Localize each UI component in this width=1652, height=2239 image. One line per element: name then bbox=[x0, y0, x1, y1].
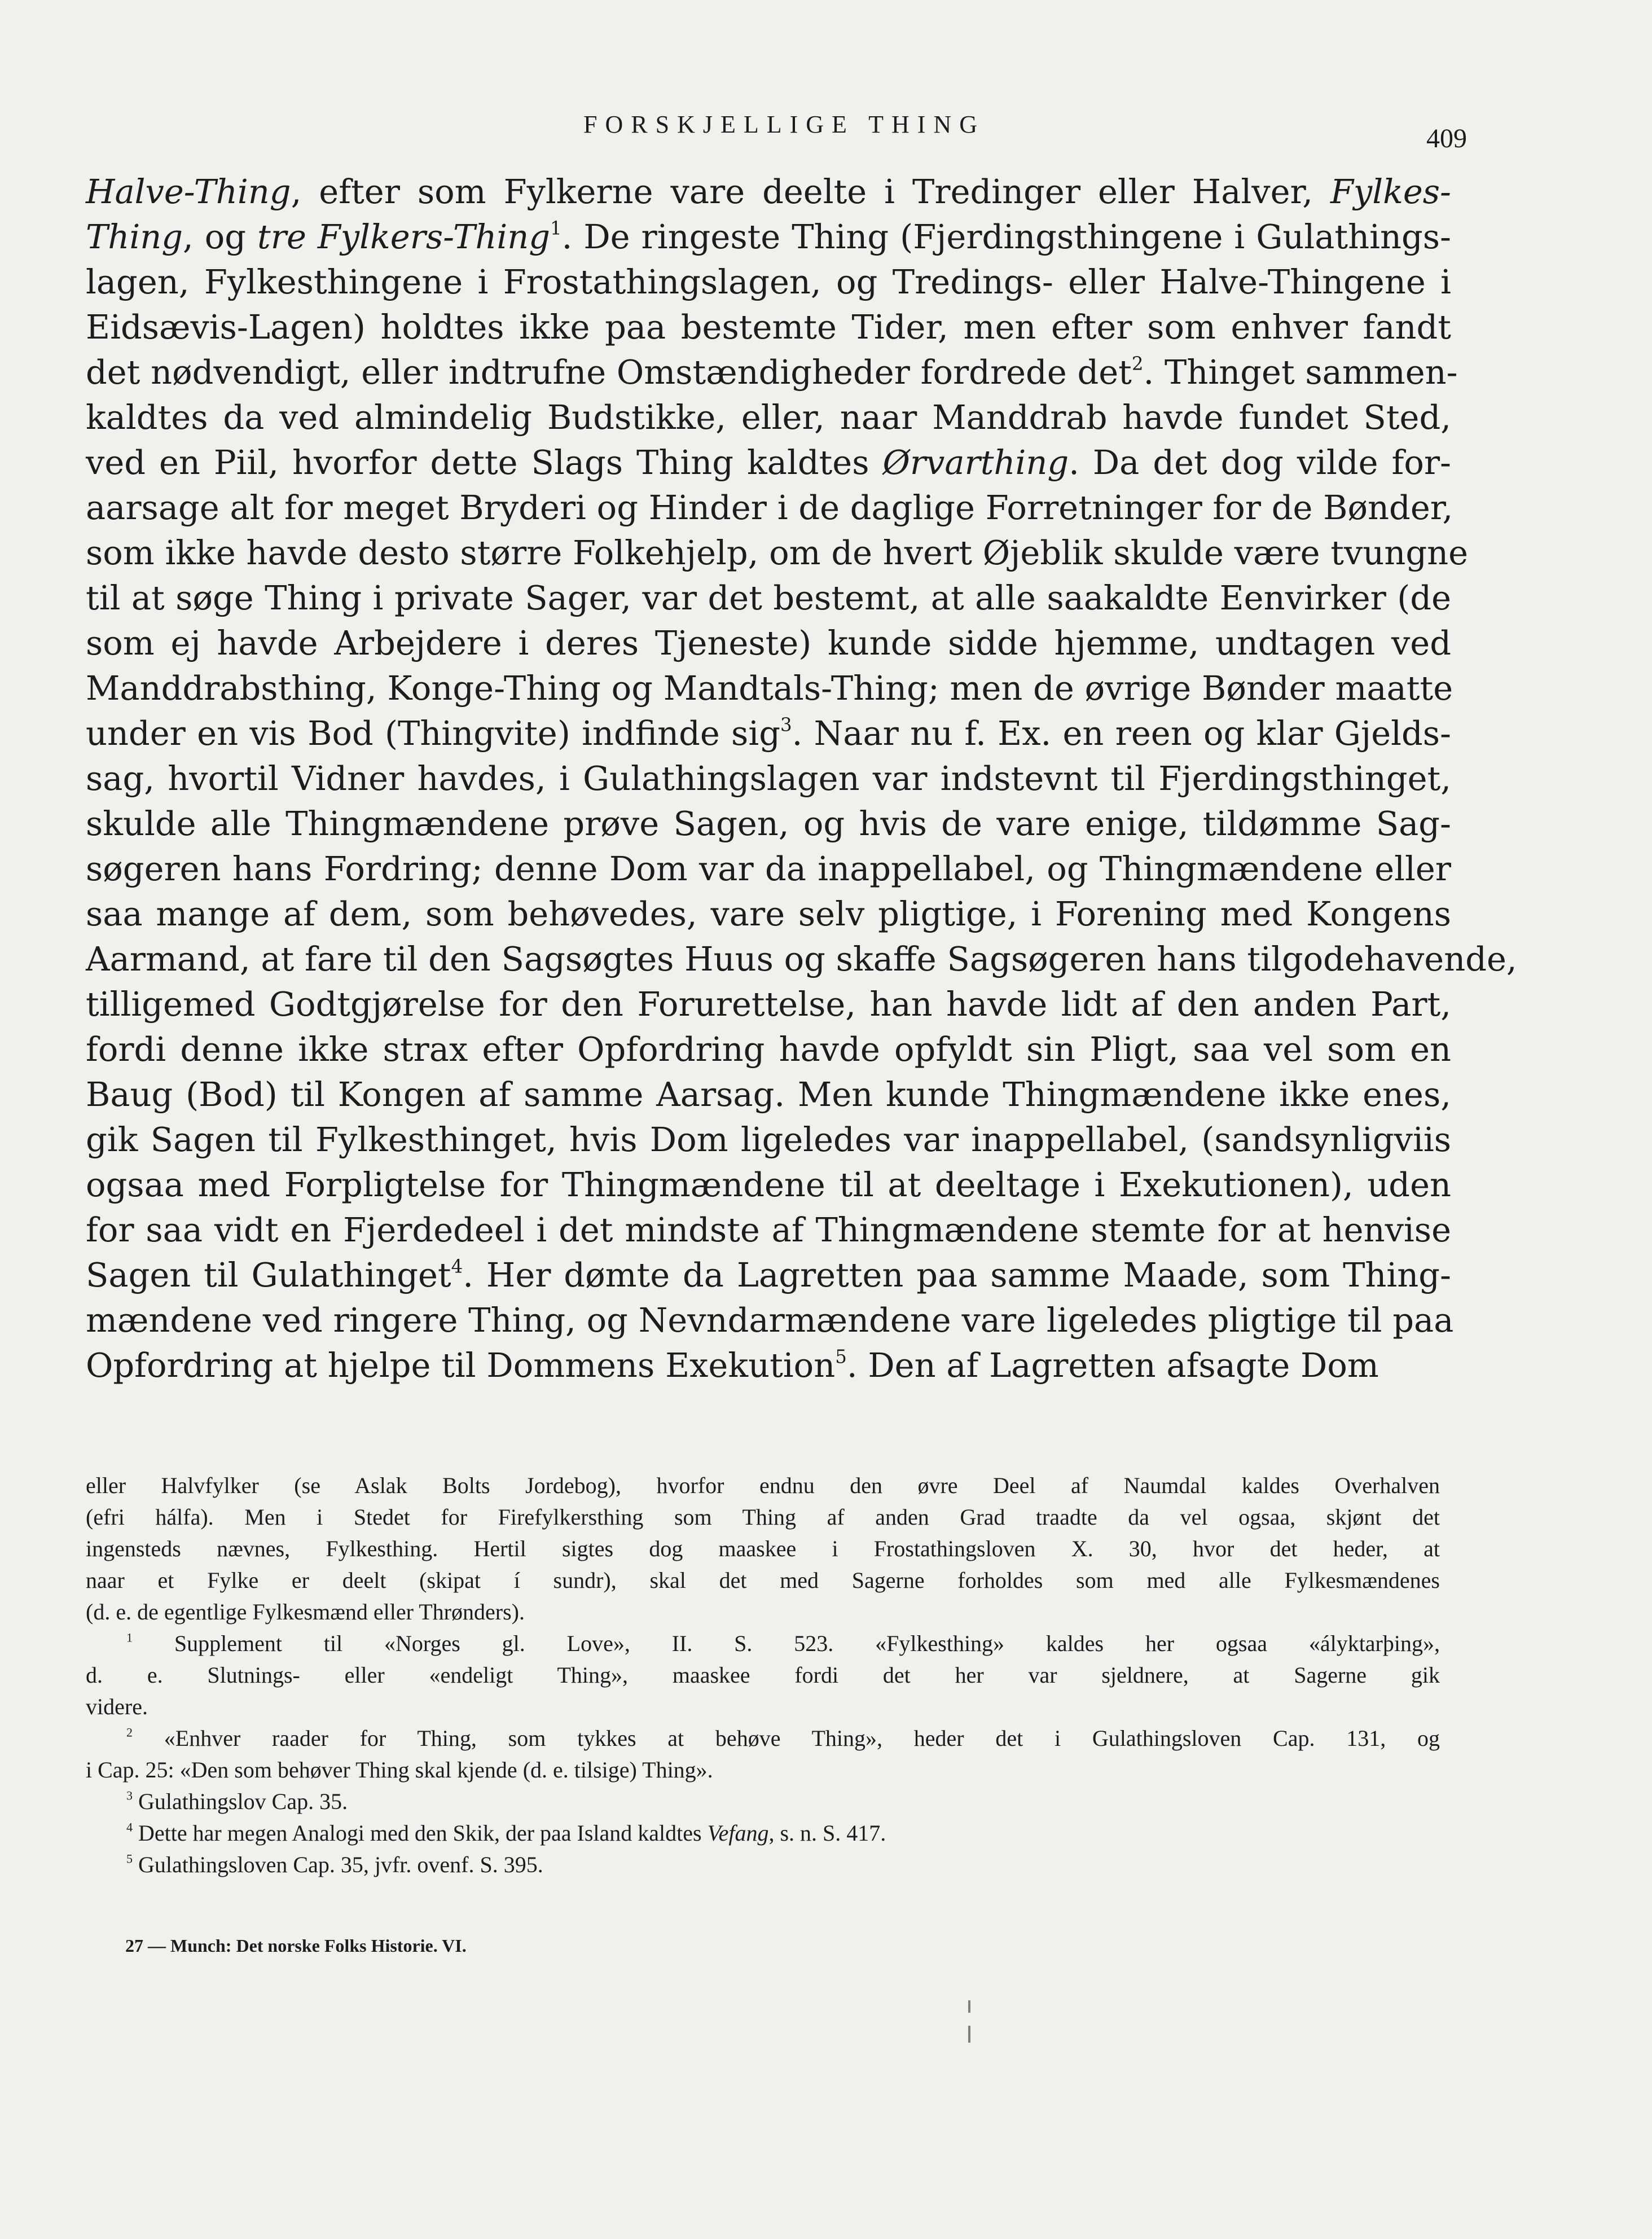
footnote-line: (d. e. de egentlige Fylkesmænd eller Thrønders). bbox=[86, 1599, 525, 1625]
text-line: aarsage alt for meget Bryderi og Hinder i de daglige Forretninger for de Bønder, bbox=[86, 488, 1453, 527]
footnote-line: (efri hálfa). Men i Stedet for Firefylkersthing som Thing af anden Grad traadte da vel ogsaa, skjønt det bbox=[86, 1504, 1440, 1530]
text-line: Manddrabsthing, Konge-Thing og Mandtals-Thing; men de øvrige Bønder maatte bbox=[86, 669, 1453, 708]
footnote-line: videre. bbox=[86, 1694, 148, 1719]
text-line: Opfordring at hjelpe til Dommens Exekution$^5$. Den af Lagretten afsagte Dom bbox=[86, 1346, 1379, 1385]
footnote-line: naar et Fylke er deelt (skipat í sundr), skal det med Sagerne forholdes som med alle Fylkesmændenes bbox=[86, 1568, 1440, 1593]
text-line: Thing, og tre Fylkers-Thing$^1$. De ringeste Thing (Fjerdingsthingene i Gulathings- bbox=[86, 217, 1451, 256]
text-line: søgeren hans Fordring; denne Dom var da inappellabel, og Thingmændene eller bbox=[86, 849, 1451, 888]
text-line: for saa vidt en Fjerdedeel i det mindste af Thingmændene stemte for at henvise bbox=[86, 1210, 1451, 1249]
footnote-1: $^1$ Supplement til «Norges gl. Love», II. S. 523. «Fylkesthing» kaldes her ogsaa «ályktarþing», bbox=[126, 1630, 1440, 1656]
text-line: sag, hvortil Vidner havdes, i Gulathingslagen var indstevnt til Fjerdingsthinget, bbox=[86, 759, 1451, 798]
text-line: ved en Piil, hvorfor dette Slags Thing kaldtes Ørvarthing. Da det dog vilde for- bbox=[86, 443, 1451, 482]
text-line: gik Sagen til Fylkesthinget, hvis Dom ligeledes var inappellabel, (sandsynligviis bbox=[86, 1120, 1451, 1159]
text-line: som ikke havde desto større Folkehjelp, om de hvert Øjeblik skulde være tvungne bbox=[86, 533, 1469, 572]
signature-mark: 27 — Munch: Det norske Folks Historie. VI. bbox=[125, 1935, 467, 1956]
text-line: mændene ved ringere Thing, og Nevndarmændene vare ligeledes pligtige til paa bbox=[86, 1301, 1454, 1340]
text-line: Aarmand, at fare til den Sagsøgtes Huus og skaffe Sagsøgeren hans tilgodehavende, bbox=[86, 939, 1517, 978]
footnote-4: $^4$ Dette har megen Analogi med den Skik, der paa Island kaldtes Vefang, s. n. S. 417. bbox=[126, 1820, 886, 1846]
text-line: Eidsævis-Lagen) holdtes ikke paa bestemte Tider, men efter som enhver fandt bbox=[86, 308, 1451, 346]
main-text bbox=[86, 169, 1517, 1388]
text-line: som ej havde Arbejdere i deres Tjeneste) kunde sidde hjemme, undtagen ved bbox=[86, 624, 1451, 662]
text-line: kaldtes da ved almindelig Budstikke, eller, naar Manddrab havde fundet Sted, bbox=[86, 398, 1451, 437]
text-line: Sagen til Gulathinget$^4$. Her dømte da Lagretten paa samme Maade, som Thing- bbox=[86, 1255, 1451, 1294]
running-title: FORSKJELLIGE THING bbox=[583, 111, 985, 138]
text-line: under en vis Bod (Thingvite) indfinde sig$^3$. Naar nu f. Ex. en reen og klar Gjelds- bbox=[86, 714, 1451, 753]
footnote-5: $^5$ Gulathingsloven Cap. 35, jvfr. ovenf. S. 395. bbox=[126, 1851, 543, 1877]
scan-speck bbox=[968, 2026, 970, 2043]
text-line: saa mange af dem, som behøvedes, vare selv pligtige, i Forening med Kongens bbox=[86, 894, 1451, 933]
scan-speck bbox=[968, 2000, 970, 2013]
footnote-2: $^2$ «Enhver raader for Thing, som tykkes at behøve Thing», heder det i Gulathingsloven Cap. 131, og bbox=[126, 1725, 1440, 1751]
text-line: ogsaa med Forpligtelse for Thingmændene til at deeltage i Exekutionen), uden bbox=[86, 1165, 1451, 1204]
footnote-line: i Cap. 25: «Den som behøver Thing skal kjende (d. e. tilsige) Thing». bbox=[86, 1757, 713, 1783]
text-line: det nødvendigt, eller indtrufne Omstændigheder fordrede $\det^2$. Thinget sammen- bbox=[86, 353, 1458, 392]
text-line: skulde alle Thingmændene prøve Sagen, og hvis de vare enige, tildømme Sag- bbox=[86, 804, 1451, 843]
footnotes bbox=[86, 1470, 1440, 1881]
footnote-line: d. e. Slutnings- eller «endeligt Thing», maaskee fordi det her var sjeldnere, at Sagerne gik bbox=[86, 1662, 1440, 1688]
text-line: Halve-Thing, efter som Fylkerne vare deelte i Tredinger eller Halver, Fylkes- bbox=[86, 172, 1451, 211]
text-line: fordi denne ikke strax efter Opfordring havde opfyldt sin Pligt, saa vel som en bbox=[86, 1030, 1451, 1069]
footnote-line: eller Halvfylker (se Aslak Bolts Jordebog), hvorfor endnu den øvre Deel af Naumdal kaldes Overhalven bbox=[86, 1473, 1440, 1498]
page-number: 409 bbox=[1426, 124, 1467, 153]
text-line: Baug (Bod) til Kongen af samme Aarsag. Men kunde Thingmændene ikke enes, bbox=[86, 1075, 1451, 1114]
footnote-3: $^3$ Gulathingslov Cap. 35. bbox=[126, 1788, 348, 1814]
text-line: til at søge Thing i private Sager, var det bestemt, at alle saakaldte Eenvirker (de bbox=[86, 578, 1451, 617]
footnote-line: ingensteds nævnes, Fylkesthing. Hertil sigtes dog maaskee i Frostathingsloven X. 30, hvor det heder, at bbox=[86, 1536, 1440, 1561]
text-line: tilligemed Godtgjørelse for den Forurettelse, han havde lidt af den anden Part, bbox=[86, 985, 1451, 1024]
text-line: lagen, Fylkesthingene i Frostathingslagen, og Tredings- eller Halve-Thingene i bbox=[86, 262, 1451, 301]
